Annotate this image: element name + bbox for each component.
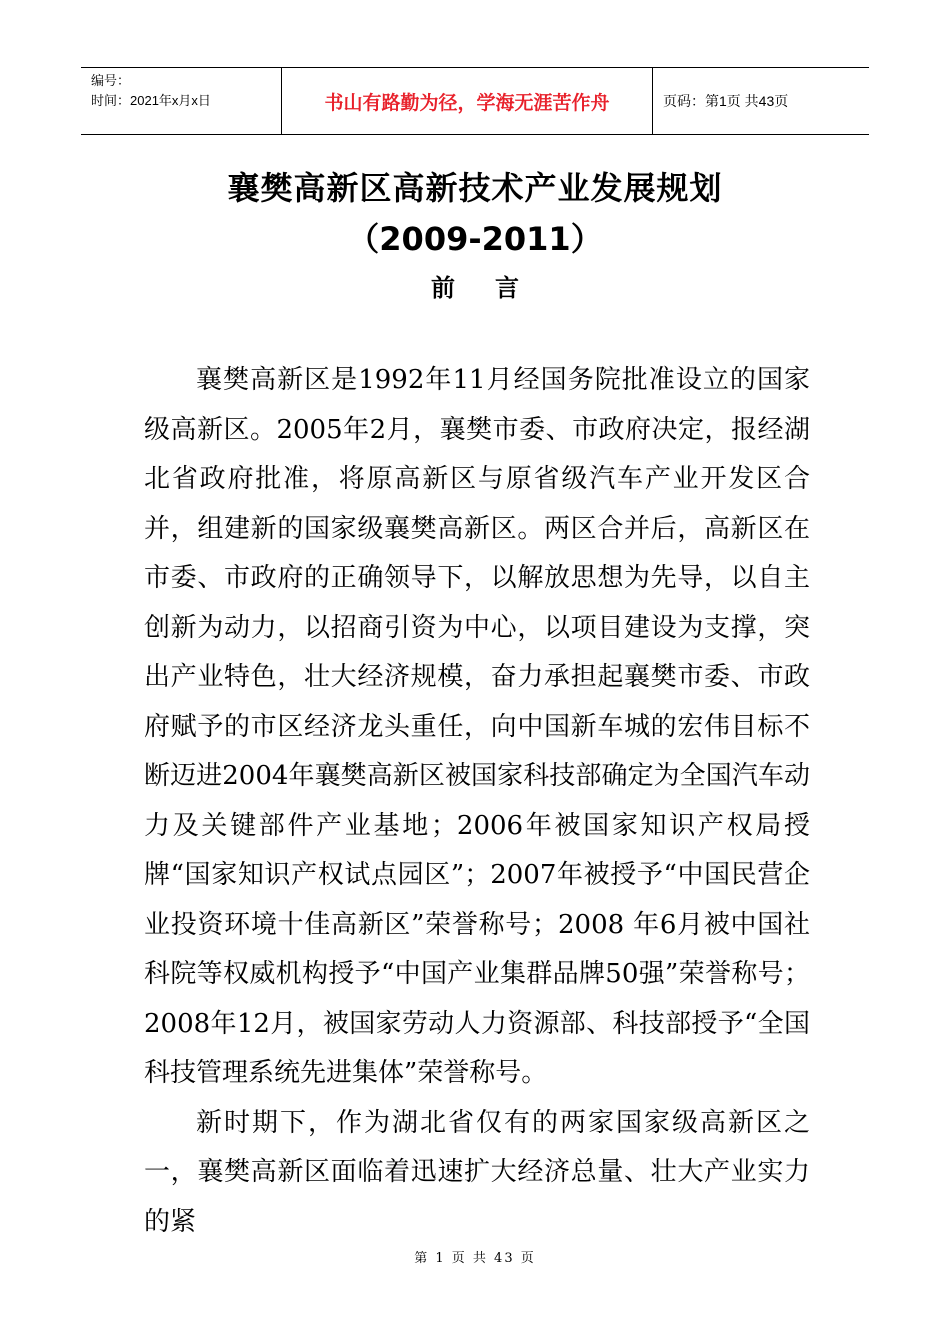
- document-time-label: 时间：2021年x月x日: [91, 93, 211, 108]
- document-subtitle: （2009-2011）: [347, 220, 603, 258]
- page-header: [81, 67, 869, 135]
- paragraph: 襄樊高新区是1992年11月经国务院批准设立的国家级高新区。2005年2月，襄樊市委、市政府决定，报经湖北省政府批准，将原高新区与原省级汽车产业开发区合并，组建新的国家级襄樊高新区。两区合并后，高新区在市委、市政府的正确领导下，以解放思想为先导，以自主创新为动力，以招商引资为中心，以项目建设为支撑，突出产业特色，壮大经济规模，奋力承担起襄樊市委、市政府赋予的市区经济龙头重任，向中国新车城的宏伟目标不断迈进2004年襄樊高新区被国家科技部确定为全国汽车动力及关键部件产业基地；2006年被国家知识产权局授牌“国家知识产权试点园区”；2007年被授予“中国民营企业投资环境十佳高新区”荣誉称号；2008 年6月被中国社科院等权威机构授予“中国产业集群品牌50强”荣誉称号；2008年12月，被国家劳动人力资源部、科技部授予“全国科技管理系统先进集体”荣誉称号。: [144, 365, 810, 1088]
- header-page-info: 页码：第1页 共43页: [663, 93, 789, 109]
- paragraph: 新时期下，作为湖北省仅有的两家国家级高新区之一，襄樊高新区面临着迅速扩大经济总量、壮大产业实力的紧: [144, 1107, 810, 1237]
- section-title: 前言: [431, 274, 559, 302]
- body-text: [144, 356, 810, 1247]
- header-motto: 书山有路勤为径，学海无涯苦作舟: [281, 68, 653, 134]
- document-title: 襄樊高新区高新技术产业发展规划: [227, 169, 723, 207]
- document-number-label: 编号：: [91, 73, 131, 88]
- page-footer: 第 1 页 共 43 页: [414, 1251, 536, 1266]
- header-meta: [81, 68, 281, 134]
